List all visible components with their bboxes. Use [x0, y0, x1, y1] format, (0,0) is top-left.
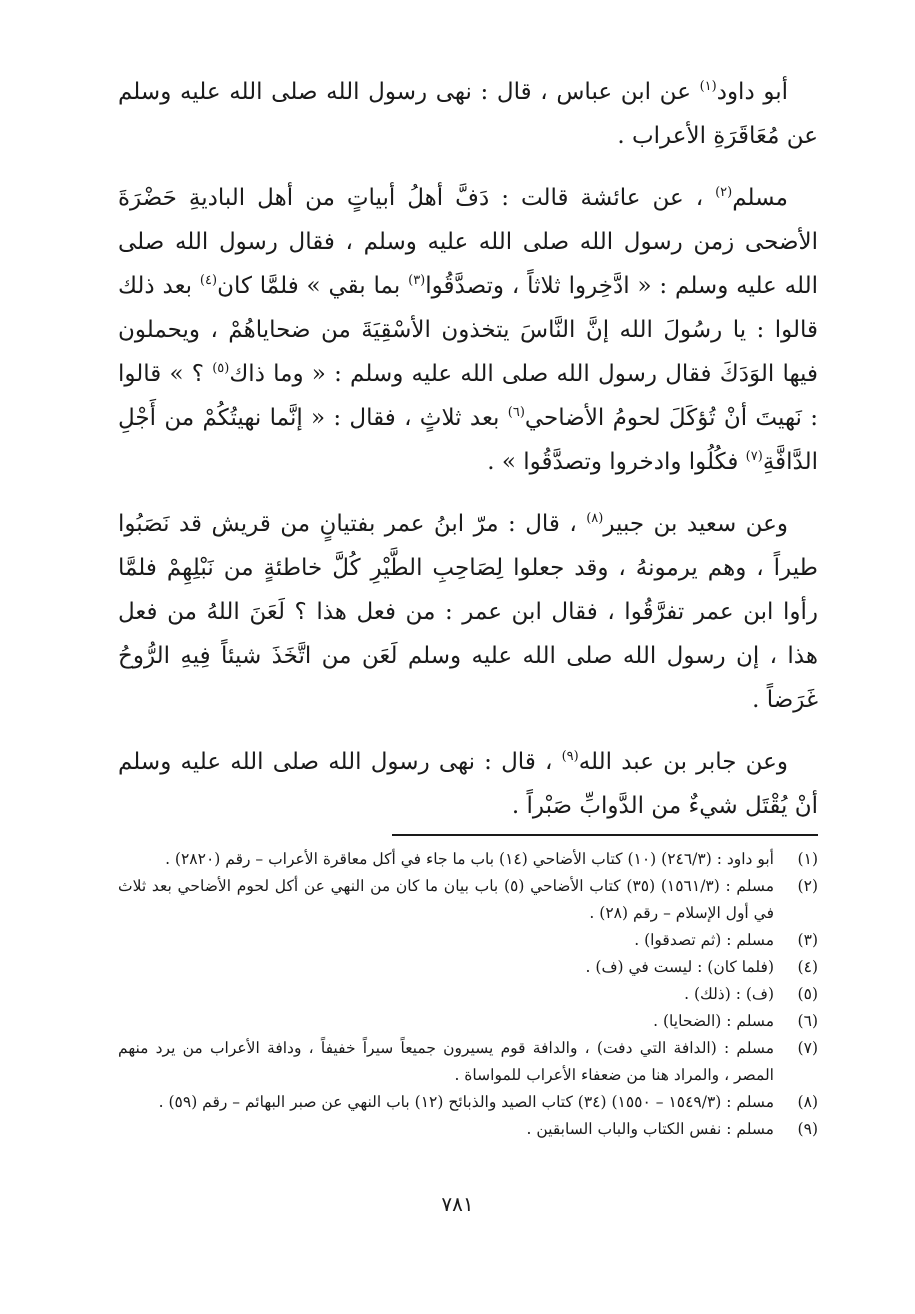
paragraph	[118, 740, 818, 828]
footnote-ref: (٣)	[408, 273, 426, 288]
footnote-text: مسلم : نفس الكتاب والباب السابقين .	[526, 1119, 774, 1138]
footnote	[118, 1089, 818, 1116]
footnote	[118, 1116, 818, 1143]
paragraph-text: ، عن عائشة قالت : دَفَّ أهلُ أبياتٍ من أهل الباديةِ حَضْرَةَ الأضحى زمن رسول الله صلى الله عليه وسلم ، فقال رسول الله صلى الله عليه وسلم : « ادَّخِروا ثلاثاً ، وتصدَّقُوا	[118, 185, 818, 299]
paragraph	[118, 502, 818, 722]
paragraph-text: ، قال : نهى رسول الله صلى الله عليه وسلم أنْ يُقْتَل شيءٌ من الدَّوابِّ صَبْراً .	[118, 749, 818, 819]
footnote-text: (فلما كان) : ليست في (ف) .	[585, 957, 774, 976]
footnote-ref: (١)	[699, 79, 717, 94]
footnote	[118, 1035, 818, 1089]
footnote-number: (٦)	[797, 1011, 818, 1030]
footnote-ref: (٦)	[507, 405, 525, 420]
footnote-ref: (٤)	[199, 273, 218, 288]
page-body	[118, 70, 818, 1143]
footnote-ref: (٧)	[745, 449, 763, 464]
paragraph-text: بما بقي » فلمَّا كان	[217, 273, 409, 299]
footnote-number: (٤)	[797, 957, 818, 976]
footnote-text: (ف) : (ذلك) .	[684, 984, 774, 1003]
footnote-text: مسلم : (الدافة التي دفت) ، والدافة قوم يسيرون جميعاً سيراً خفيفاً ، ودافة الأعراب من يرد منهم المصر ، والمراد هنا من ضعفاء الأعراب للمواساة .	[118, 1038, 774, 1084]
separator-rule	[392, 834, 818, 836]
footnote	[118, 846, 818, 873]
paragraph-text: ؟ » قالوا : نَهيتَ أنْ تُؤكَلَ لحومُ الأضاحي	[118, 361, 818, 431]
footnote-ref: (٥)	[212, 361, 230, 376]
footnote-text: مسلم : (١٥٦١/٣) (٣٥) كتاب الأضاحي (٥) باب بيان ما كان من النهي عن أكل لحوم الأضاحي بعد ثلاث في أول الإسلام – رقم (٢٨) .	[118, 876, 774, 922]
footnote-number: (١)	[797, 849, 818, 868]
footnotes	[118, 846, 818, 1143]
footnote-number: (٩)	[797, 1119, 818, 1138]
footnote-ref: (٩)	[561, 749, 579, 764]
footnote	[118, 981, 818, 1008]
paragraph	[118, 176, 818, 484]
footnote	[118, 954, 818, 981]
footnote-text: مسلم : (الضحايا) .	[653, 1011, 774, 1030]
footnote-number: (٢)	[797, 876, 818, 895]
footnote-number: (٨)	[797, 1092, 818, 1111]
footnote-text: مسلم : (ثم تصدقوا) .	[634, 930, 774, 949]
page-number: ٧٨١	[441, 1192, 474, 1216]
footnote	[118, 927, 818, 954]
footnote	[118, 1008, 818, 1035]
paragraph	[118, 70, 818, 158]
paragraph-text: ، قال : مرّ ابنُ عمر بفتيانٍ من قريش قد نَصَبُوا طيراً ، وهم يرمونهُ ، وقد جعلوا لِصَاحِبِ الطَّيْرِ كُلَّ خاطئةٍ من نَبْلِهِمْ فلمَّا رأوا ابن عمر تفرَّقُوا ، فقال ابن عمر : من فعل هذا ؟ لَعَنَ اللهُ من فعل هذا ، إن رسول الله صلى الله عليه وسلم لَعَن من اتَّخَذَ شيئاً فِيهِ الرُّوحُ غَرَضاً .	[118, 511, 818, 713]
paragraph-text: بعد ثلاثٍ ، فقال : « إنَّما نهيتُكُمْ من أَجْلِ الدَّافَّةِ	[118, 405, 818, 475]
paragraph-text: وعن جابر بن عبد الله	[578, 749, 788, 775]
paragraph-text: مسلم	[732, 185, 788, 211]
paragraph-text: وعن سعيد بن جبير	[603, 511, 788, 537]
footnote-text: أبو داود : (٢٤٦/٣) (١٠) كتاب الأضاحي (١٤) باب ما جاء في أكل معاقرة الأعراب – رقم (٢٨٢٠) .	[165, 849, 774, 868]
paragraph-text: عن ابن عباس ، قال : نهى رسول الله صلى الله عليه وسلم عن مُعَاقَرَةِ الأعراب .	[118, 79, 818, 149]
paragraph-text: فكُلُوا وادخروا وتصدَّقُوا » .	[487, 449, 746, 475]
footnote-text: مسلم : (١٥٤٩/٣ – ١٥٥٠) (٣٤) كتاب الصيد والذبائح (١٢) باب النهي عن صبر البهائم – رقم (٥٩) .	[158, 1092, 774, 1111]
paragraph-text: أبو داود	[716, 79, 788, 105]
footnote-number: (٧)	[797, 1038, 818, 1057]
footnote-number: (٥)	[797, 984, 818, 1003]
footnote-ref: (٢)	[715, 185, 733, 200]
paragraph-text: بعد ذلك قالوا : يا رسُولَ الله إنَّ النَّاسَ يتخذون الأسْقِيَةَ من ضحاياهُمْ ، ويحملون فيها الوَدَكَ فقال رسول الله صلى الله عليه وسلم : « وما ذاك	[118, 273, 818, 387]
footnote-ref: (٨)	[586, 511, 604, 526]
footnote	[118, 873, 818, 927]
footnote-number: (٣)	[797, 930, 818, 949]
main-text	[118, 70, 818, 828]
